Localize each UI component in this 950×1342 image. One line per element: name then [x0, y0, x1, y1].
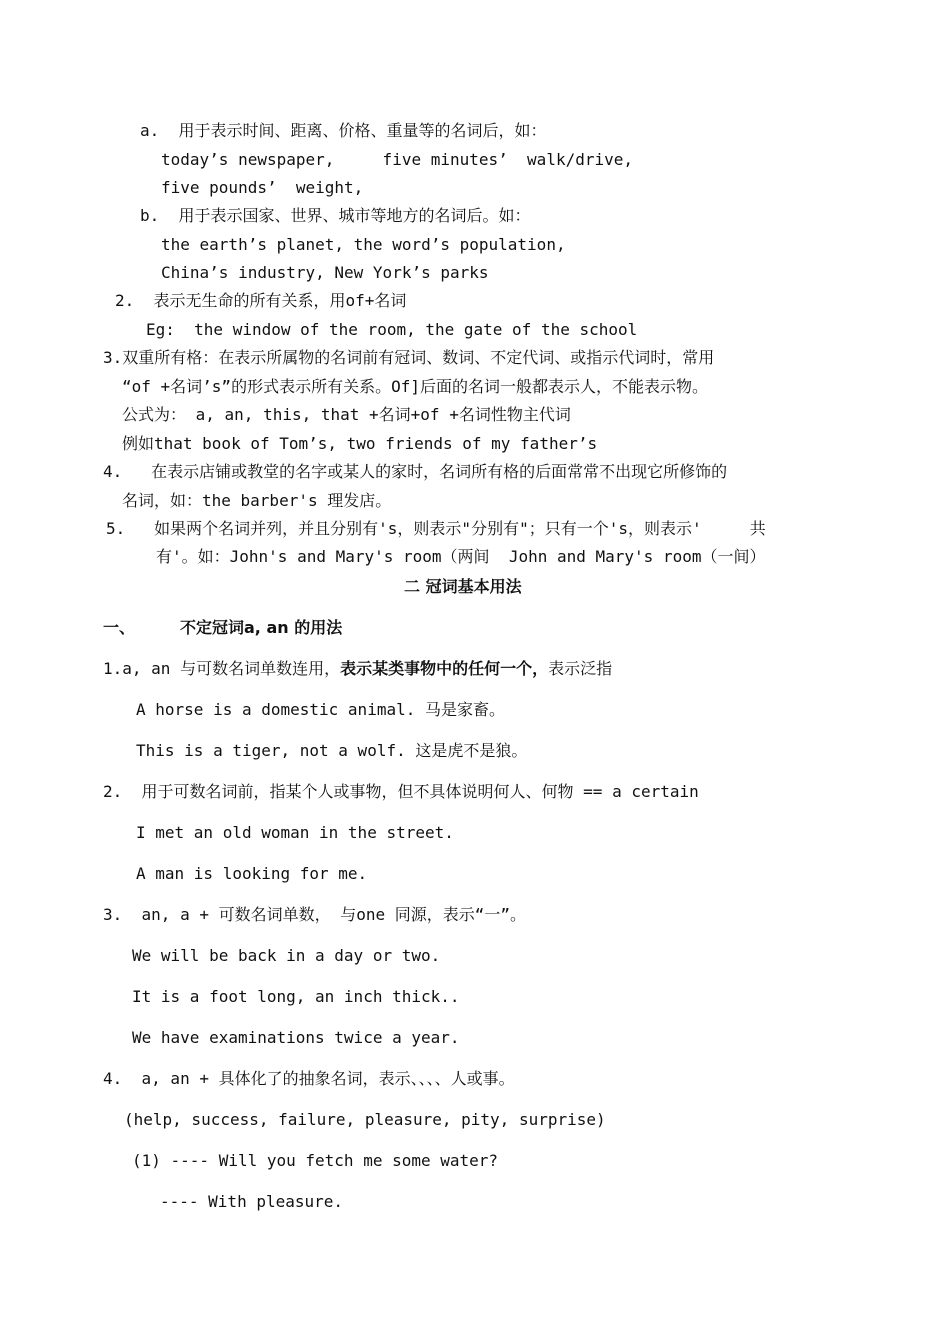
example-line: We will be back in a day or two. [132, 946, 441, 965]
text-line: Eg: the window of the room, the gate of the school [146, 320, 638, 339]
text-line: b. 用于表示国家、世界、城市等地方的名词后。如： [140, 206, 531, 225]
example-line: I met an old woman in the street. [136, 823, 454, 842]
text-line: 5. 如果两个名词并列，并且分别有's，则表示"分别有"；只有一个's，则表示' 共 [106, 519, 766, 538]
subsection-number: 一、 [103, 618, 136, 637]
text-line: “of +名词’s”的形式表示所有关系。Of]后面的名词一般都表示人，不能表示物。 [122, 377, 708, 396]
section-title: 二 冠词基本用法 [404, 577, 522, 596]
example-line: We have examinations twice a year. [132, 1028, 460, 1047]
text-line: 有'。如：John's and Mary's room（两间 John and Mary's room（一间） [156, 547, 766, 566]
rule-2: 2. 用于可数名词前，指某个人或事物，但不具体说明何人、何物 == a certain [103, 782, 699, 801]
text-line: 例如that book of Tom’s, two friends of my father’s [122, 434, 598, 453]
text-line: the earth’s planet, the word’s population, [161, 235, 566, 254]
word-list: (help, success, failure, pleasure, pity, surprise) [124, 1110, 606, 1129]
text-line: a. 用于表示时间、距离、价格、重量等的名词后，如： [140, 121, 547, 140]
rule-4: 4. a, an + 具体化了的抽象名词，表示、、、、人或事。 [103, 1069, 515, 1088]
example-line: A horse is a domestic animal. 马是家畜。 [136, 700, 505, 719]
text-line: China’s industry, New York’s parks [161, 263, 489, 282]
rule-1-suffix: 表示泛指 [548, 659, 613, 678]
text-line: five pounds’ weight, [161, 178, 364, 197]
example-line: A man is looking for me. [136, 864, 368, 883]
text-line: 3.双重所有格：在表示所属物的名词前有冠词、数词、不定代词、或指示代词时，常用 [103, 348, 715, 367]
text-line: 4. 在表示店铺或教堂的名字或某人的家时，名词所有格的后面常常不出现它所修饰的 [103, 462, 728, 481]
dialogue-line: ---- With pleasure. [160, 1192, 344, 1211]
text-line: 2. 表示无生命的所有关系，用of+名词 [115, 291, 407, 310]
example-line: It is a foot long, an inch thick.. [132, 987, 460, 1006]
dialogue-line: (1) ---- Will you fetch me some water? [132, 1151, 499, 1170]
text-line: 公式为： a, an, this, that +名词+of +名词性物主代词 [122, 405, 571, 424]
example-line: This is a tiger, not a wolf. 这是虎不是狼。 [136, 741, 528, 760]
text-line: 名词，如：the barber's 理发店。 [122, 491, 392, 510]
rule-1 [103, 658, 612, 680]
rule-1-bold: 表示某类事物中的任何一个， [340, 659, 549, 678]
subsection-title: 不定冠词a, an 的用法 [180, 618, 343, 637]
text-line: today’s newspaper, five minutes’ walk/drive, [161, 150, 634, 169]
rule-1-prefix: 1.a, an 与可数名词单数连用， [103, 659, 341, 678]
rule-3: 3. an, a + 可数名词单数， 与one 同源，表示“一”。 [103, 905, 527, 924]
